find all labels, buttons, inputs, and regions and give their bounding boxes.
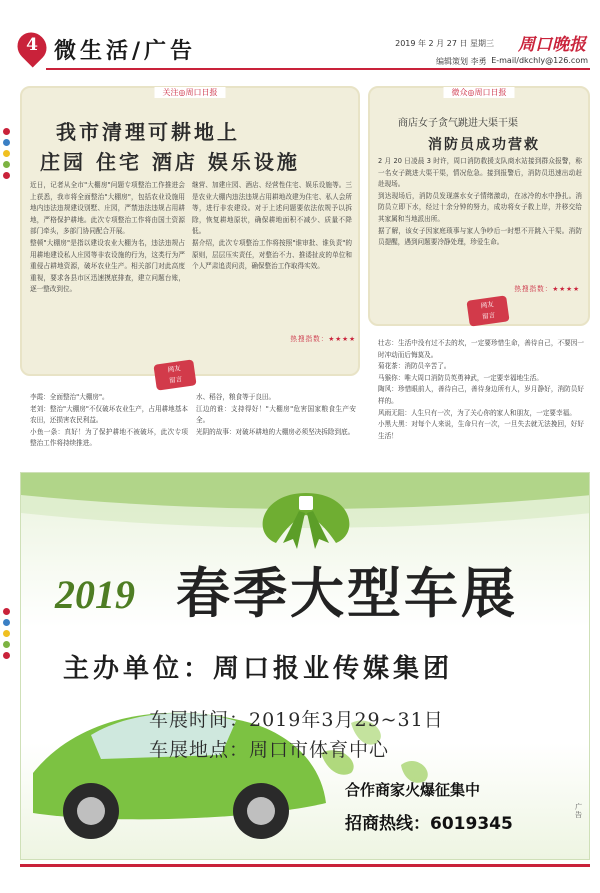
ad-year: 2019 — [55, 572, 135, 617]
right-comments: 壮志：生活中没有过不去的坎，一定要珍惜生命，善待自己，不要因一时冲动而后悔莫及。 菊花茶：消防员辛苦了。 马猴你：唯大周口消防员英勇神武，一定要幸福地生活。 陶风：珍惜眼前人，善待自己，善待身边所有人，岁月静好，消防员好样的。 风雨无阻：人生只有一次，为了关心你的家人和朋友，一定要幸福。 小黑大黑：对每个人来说，生命只有一次，一旦失去就无法挽回，好好生活！ — [378, 339, 584, 440]
left-rating: 热搜指数：★★★★ — [290, 335, 356, 343]
left-headline-line2: 庄园 住宅 酒店 娱乐设施 — [40, 150, 300, 174]
right-headline-line2: 消防员成功营救 — [428, 137, 540, 153]
left-comment-stamp: 网友 留言 — [153, 359, 196, 390]
editor-credit: 编辑策划 李勇 — [436, 57, 487, 66]
ad-title: 春季大型车展 — [176, 561, 518, 625]
left-comments-col1: 李霞：全面整治"大棚房"。 老刘：整治"大棚房"不仅破坏农业生产，占用耕地基本农田，还损害农民利益。 小鱼一条：真好！为了保护耕地不被破坏，此次专项整治工作将持续推进。 — [30, 393, 188, 448]
newspaper-logo: 周口晚报 — [518, 35, 586, 55]
ad-hotline: 招商热线：6019345 — [345, 814, 513, 834]
bottom-rule — [20, 864, 590, 867]
right-comment-stamp: 网友 留言 — [466, 295, 509, 326]
ad-cooperation: 合作商家火爆征集中 — [345, 781, 481, 799]
ad-show-time: 车展时间：2019年3月29~31日 — [149, 709, 444, 731]
left-article-col2: 继营、加建庄园、酒店、经营性住宅、娱乐设施等。三是农业大棚内违法违规占用耕地改建为住宅、私人会所等，进行非农建设。对于上述问题要依法依规予以拆除，恢复耕地原状，确保耕地面积不减少、质量不降低。 据介绍，此次专项整治工作将按照"谁审批、谁负责"的原则，层层压实责任，对整治不力、推诿扯皮的单位和个人严肃追责问责，确保整治工作取得实效。 — [192, 181, 352, 271]
car-show-advertisement — [20, 472, 590, 860]
header-rule — [46, 68, 590, 70]
left-comments-col2: 水、稻谷，粮食等于良田。 江边的谁：支持得好！"大棚房"危害国家粮食生产安全。 光阴的故事：对破坏耕地的大棚房必须坚决拆除到底。 — [196, 393, 356, 436]
right-article-body: 2 月 20 日凌晨 3 时许，周口消防救援支队商水站接到群众报警，称一名女子跳进大渠干渠，情况危急。接到报警后，消防员迅速出动赶赴现场。 到达现场后，消防员发现落水女子情绪激动，在冰冷的水中挣扎。消防员立即下水，经过十余分钟的努力，成功将女子救上岸，并移交给其家属和当地派出所。 据了解，该女子因家庭琐事与家人争吵后一时想不开跳入干渠。消防员提醒，遇到问题要冷静处理，珍爱生命。 — [378, 157, 582, 247]
side-dots-top — [3, 128, 11, 183]
ad-show-location: 车展地点：周口市体育中心 — [149, 739, 390, 761]
right-headline-line1: 商店女子贪气跳进大渠干渠 — [398, 118, 518, 129]
ad-side-label: 广告 — [575, 803, 582, 819]
page-number: 4 — [26, 35, 38, 55]
page-header — [18, 30, 590, 70]
right-article-tag: 微众◎周口日报 — [444, 87, 515, 98]
side-dots-bottom — [3, 608, 11, 663]
right-rating: 热搜指数：★★★★ — [514, 285, 580, 293]
left-article-col1: 近日，记者从全市"大棚房"问题专项整治工作推进会上获悉，我市将全面整治"大棚房"，包括农业设施用地内违法违规建设别墅、庄园，严禁违法违规占用耕地，严格保护耕地。此次专项整治工作将由国土资源部门牵头，多部门协同配合开展。 整顿"大棚房"是指以建设农业大棚为名，违法违规占用耕地建设私人庄园等非农设施的行为，这类行为严重侵占耕地资源，破坏农业生产。相关部门对此高度重视，要求各县市区迅速摸底排查，建立问题台账，逐一整改到位。 — [30, 181, 185, 294]
editor-email: E-mail/dkchly@126.com — [491, 56, 588, 65]
left-headline-line1: 我市清理可耕地上 — [56, 120, 240, 144]
left-article-tag: 关注◎周口日报 — [155, 87, 226, 98]
ad-organizer: 主办单位：周口报业传媒集团 — [63, 654, 454, 684]
issue-date: 2019 年 2 月 27 日 星期三 — [395, 39, 494, 48]
section-title: 微生活/广告 — [54, 38, 197, 64]
